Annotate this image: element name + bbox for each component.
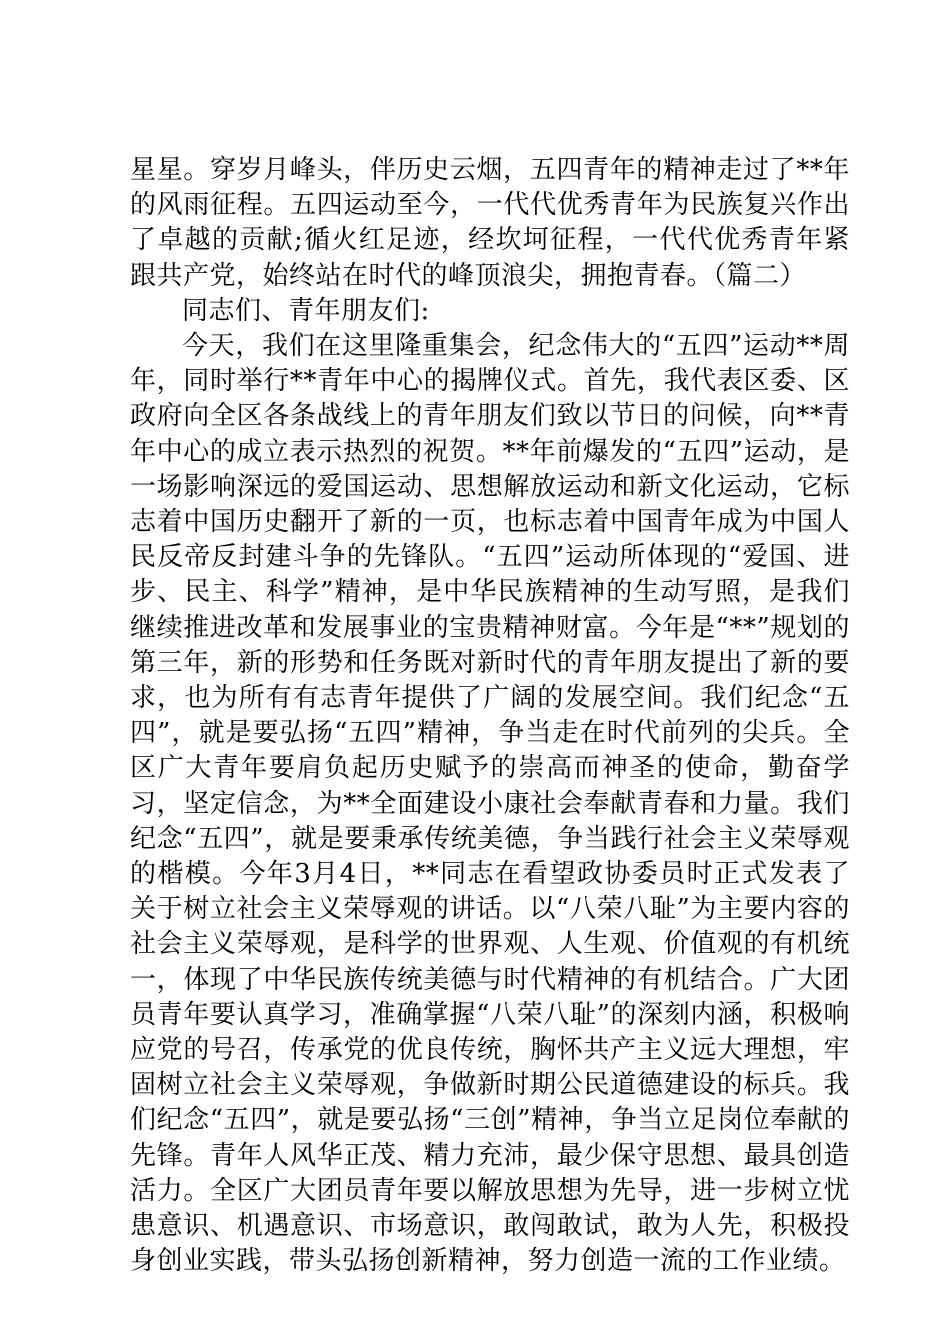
- paragraph-continuation: 星星。穿岁月峰头，伴历史云烟，五四青年的精神走过了**年的风雨征程。五四运动至今，一代代优秀青年为民族复兴作出了卓越的贡献;循火红足迹，经坎坷征程，一代代优秀青年紧跟共产党，始终站在时代的峰顶浪尖，拥抱青春。（篇二）: [130, 155, 850, 291]
- paragraph-salutation: 同志们、青年朋友们:: [182, 295, 430, 326]
- paragraph-speech-body: 今天，我们在这里隆重集会，纪念伟大的“五四”运动**周年，同时举行**青年中心的揭牌仪式。首先，我代表区委、区政府向全区各条战线上的青年朋友们致以节日的问候，向**青年中心的成立表示热烈的祝贺。**年前爆发的“五四”运动，是一场影响深远的爱国运动、思想解放运动和新文化运动，它标志着中国历史翻开了新的一页，也标志着中国青年成为中国人民反帝反封建斗争的先锋队。“五四”运动所体现的“爱国、进步、民主、科学”精神，是中华民族精神的生动写照，是我们继续推进改革和发展事业的宝贵精神财富。今年是“**”规划的第三年，新的形势和任务既对新时代的青年朋友提出了新的要求，也为所有有志青年提供了广阔的发展空间。我们纪念“五四”，就是要弘扬“五四”精神，争当走在时代前列的尖兵。全区广大青年要肩负起历史赋予的崇高而神圣的使命，勤奋学习，坚定信念，为**全面建设小康社会奉献青春和力量。我们纪念“五四”，就是要秉承传统美德，争当践行社会主义荣辱观的楷模。今年3月4日，**同志在看望政协委员时正式发表了关于树立社会主义荣辱观的讲话。以“八荣八耻”为主要内容的社会主义荣辱观，是科学的世界观、人生观、价值观的有机统一，体现了中华民族传统美德与时代精神的有机结合。广大团员青年要认真学习，准确掌握“八荣八耻”的深刻内涵，积极响应党的号召，传承党的优良传统，胸怀共产主义远大理想，牢固树立社会主义荣辱观，争做新时期公民道德建设的标兵。我们纪念“五四”，就是要弘扬“三创”精神，争当立足岗位奉献的先锋。青年人风华正茂、精力充沛，最少保守思想、最具创造活力。全区广大团员青年要以解放思想为先导，进一步树立忧患意识、机遇意识、市场意识，敢闯敢试，敢为人先，积极投身创业实践，带头弘扬创新精神，努力创造一流的工作业绩。: [130, 331, 850, 1277]
- document-body: [130, 153, 850, 1280]
